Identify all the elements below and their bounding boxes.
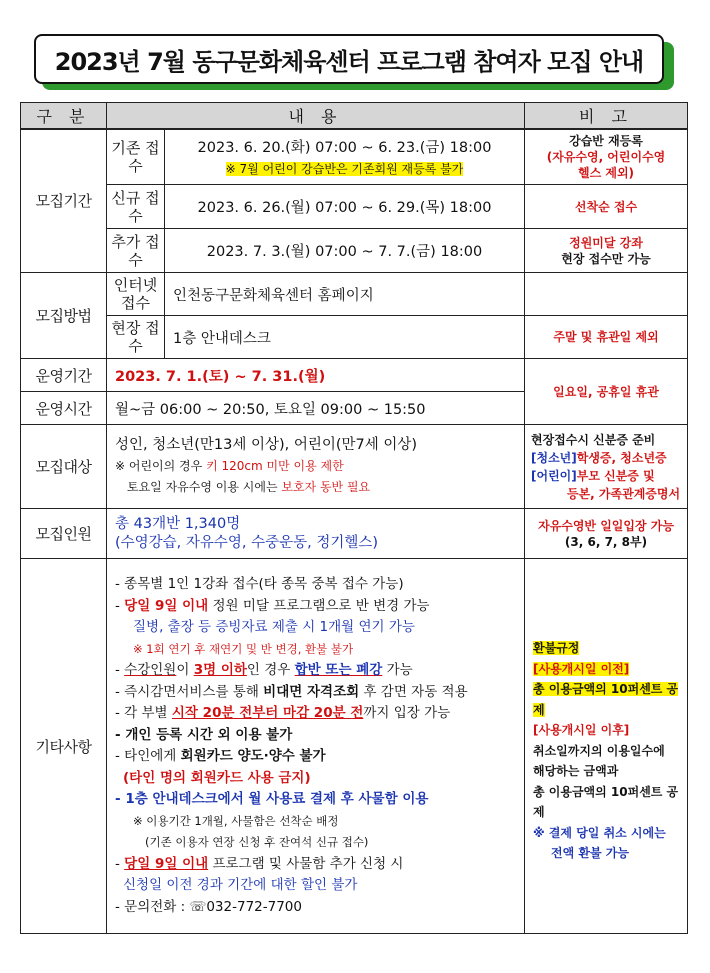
count-line-2: (수영강습, 자유수영, 수중운동, 정기헬스) <box>115 534 379 551</box>
title-banner <box>34 34 674 90</box>
refund-after-desc-3: 총 이용금액의 10퍼센트 공제 <box>533 784 679 820</box>
extra-date: 2023. 7. 3.(월) 07:00 ~ 7. 7.(금) 18:00 <box>165 229 525 273</box>
operation-hours-value: 월~금 06:00 ~ 20:50, 토요일 09:00 ~ 15:50 <box>107 392 525 425</box>
cat-target: 모집대상 <box>21 425 107 509</box>
extra-remark <box>525 229 688 273</box>
misc-item-7c: (타인 명의 회원카드 사용 금지) <box>123 769 311 786</box>
label-onsite: 현장 접수 <box>107 316 165 359</box>
misc-item-5a: 각 부별 <box>124 705 172 721</box>
existing-remark-2: (자유수영, 어린이수영 <box>546 149 666 164</box>
onsite-remark: 주말 및 휴관일 제외 <box>525 316 688 359</box>
misc-item-2d: ※ 1회 연기 후 재연기 및 반 변경, 환불 불가 <box>133 641 354 656</box>
misc-item-9c: 신청일 이전 경과 기간에 대한 할인 불가 <box>123 877 358 893</box>
misc-item-4b: 비대면 자격조회 <box>263 683 360 700</box>
label-online: 인터넷 접수 <box>107 273 165 316</box>
misc-item-1: - 종목별 1인 1강좌 접수(타 종목 중복 접수 가능) <box>115 576 404 592</box>
row-count <box>21 509 688 559</box>
misc-item-5c: 까지 입장 가능 <box>363 705 451 721</box>
count-remark-1: 자유수영반 일일입장 가능 <box>538 518 674 533</box>
online-remark <box>525 273 688 316</box>
target-line-3b: 보호자 동반 필요 <box>281 480 371 494</box>
target-remark-4: 등본, 가족관계증명서 <box>567 486 681 501</box>
target-line-3a: 토요일 자유수영 이용 시에는 <box>127 480 282 494</box>
cat-count: 모집인원 <box>21 509 107 559</box>
header-content: 내 용 <box>107 103 525 129</box>
misc-item-3b: 이 <box>176 662 194 678</box>
refund-title: 환불규정 <box>533 641 580 656</box>
misc-dash: - <box>115 705 120 721</box>
misc-item-3a: 수강인원 <box>124 662 177 678</box>
misc-dash: - <box>115 597 120 614</box>
row-operation-period <box>21 359 688 392</box>
target-remark-2a: [청소년] <box>531 450 577 465</box>
existing-note: ※ 7월 어린이 강습반은 기존회원 재등록 불가 <box>225 162 464 177</box>
cat-recruit-period: 모집기간 <box>21 129 107 273</box>
page-title: 2023년 7월 동구문화체육센터 프로그램 참여자 모집 안내 <box>34 34 664 84</box>
target-remark-3b: 부모 신분증 및 <box>576 468 655 483</box>
refund-after: [사용개시일 이후] <box>533 723 630 738</box>
cat-operation-period: 운영기간 <box>21 359 107 392</box>
misc-item-4c: 후 감면 자동 적용 <box>359 683 468 700</box>
misc-item-5b: 시작 20분 전부터 마감 20분 전 <box>171 705 364 721</box>
target-remark-1: 현장접수시 신분증 준비 <box>531 432 656 447</box>
new-date: 2023. 6. 26.(월) 07:00 ~ 6. 29.(목) 18:00 <box>165 185 525 229</box>
cat-misc: 기타사항 <box>21 559 107 934</box>
misc-item-6: 개인 등록 시간 외 이용 불가 <box>125 726 293 743</box>
misc-item-4a: 즉시감면서비스를 통해 <box>124 683 264 700</box>
online-value: 인천동구문화체육센터 홈페이지 <box>165 273 525 316</box>
row-new <box>21 185 688 229</box>
misc-item-2c: 질병, 출장 등 증빙자료 제출 시 1개월 연기 가능 <box>133 619 415 635</box>
misc-item-7a: 타인에게 <box>124 748 181 764</box>
target-remark <box>525 425 688 509</box>
misc-item-8: 1층 안내데스크에서 월 사용료 결제 후 사물함 이용 <box>125 791 429 807</box>
misc-dash: - <box>115 898 120 915</box>
misc-item-3d: 인 경우 <box>246 662 295 678</box>
target-remark-2b: 학생증, 청소년증 <box>576 450 667 465</box>
target-line-2b: 키 120cm 미만 이용 제한 <box>206 459 344 473</box>
misc-item-7b: 회원카드 양도·양수 불가 <box>180 748 326 764</box>
operation-remark: 일요일, 공휴일 휴관 <box>525 359 688 425</box>
row-target <box>21 425 688 509</box>
target-content <box>107 425 525 509</box>
label-existing: 기존 접수 <box>107 129 165 185</box>
row-existing <box>21 129 688 185</box>
count-content <box>107 509 525 559</box>
existing-remark-1: 강습반 재등록 <box>569 133 643 148</box>
cat-recruit-method: 모집방법 <box>21 273 107 359</box>
onsite-value: 1층 안내데스크 <box>165 316 525 359</box>
refund-policy <box>525 559 688 934</box>
count-line-1: 총 43개반 1,340명 <box>115 515 241 532</box>
misc-item-3c: 3명 이하 <box>193 662 247 678</box>
refund-before: [사용개시일 이전] <box>533 661 630 676</box>
refund-note-1: ※ 결제 당일 취소 시에는 <box>533 825 666 840</box>
misc-content <box>107 559 525 934</box>
count-remark <box>525 509 688 559</box>
row-onsite <box>21 316 688 359</box>
count-remark-2: (3, 6, 7, 8부) <box>564 534 648 549</box>
misc-item-2b: 정원 미달 프로그램으로 반 변경 가능 <box>208 597 430 614</box>
existing-content <box>165 129 525 185</box>
row-extra <box>21 229 688 273</box>
misc-item-3e: 합반 또는 폐강 <box>294 662 383 678</box>
extra-remark-2: 현장 접수만 가능 <box>561 251 651 266</box>
row-online <box>21 273 688 316</box>
existing-date: 2023. 6. 20.(화) 07:00 ~ 6. 23.(금) 18:00 <box>197 140 492 157</box>
cat-operation-hours: 운영시간 <box>21 392 107 425</box>
label-new: 신규 접수 <box>107 185 165 229</box>
misc-item-2a: 당일 9일 이내 <box>124 597 209 614</box>
misc-item-8b: ※ 이용기간 1개월, 사물함은 선착순 배정 <box>133 813 339 828</box>
misc-item-3f: 가능 <box>382 662 413 678</box>
info-table <box>20 102 688 934</box>
target-line-2a: ※ 어린이의 경우 <box>115 459 207 473</box>
misc-dash: - <box>115 683 120 700</box>
header-category: 구 분 <box>21 103 107 129</box>
misc-item-8c: (기존 이용자 연장 신청 후 잔여석 신규 접수) <box>145 835 369 849</box>
header-row <box>21 103 688 129</box>
target-line-1: 성인, 청소년(만13세 이상), 어린이(만7세 이상) <box>115 437 418 453</box>
misc-dash: - <box>115 726 121 743</box>
operation-period-value: 2023. 7. 1.(토) ~ 7. 31.(월) <box>107 359 525 392</box>
row-misc <box>21 559 688 934</box>
target-remark-3a: [어린이] <box>531 468 577 483</box>
misc-dash: - <box>115 855 120 872</box>
misc-dash: - <box>115 791 121 807</box>
header-remark: 비 고 <box>525 103 688 129</box>
refund-note-2: 전액 환불 가능 <box>551 846 629 861</box>
misc-item-10: 문의전화 : ☏032-772-7700 <box>124 898 302 915</box>
refund-after-desc-1: 취소일까지의 이용일수에 <box>533 743 665 758</box>
new-remark: 선착순 접수 <box>525 185 688 229</box>
misc-item-9a: 당일 9일 이내 <box>124 855 209 872</box>
refund-after-desc-2: 해당하는 금액과 <box>533 764 619 779</box>
misc-dash: - <box>115 748 120 764</box>
label-extra: 추가 접수 <box>107 229 165 273</box>
misc-item-9b: 프로그램 및 사물함 추가 신청 시 <box>208 855 404 872</box>
refund-before-desc: 총 이용금액의 10퍼센트 공제 <box>533 682 679 717</box>
existing-remark <box>525 129 688 185</box>
misc-dash: - <box>115 662 120 678</box>
extra-remark-1: 정원미달 강좌 <box>569 235 643 250</box>
existing-remark-3: 헬스 제외) <box>577 165 635 180</box>
